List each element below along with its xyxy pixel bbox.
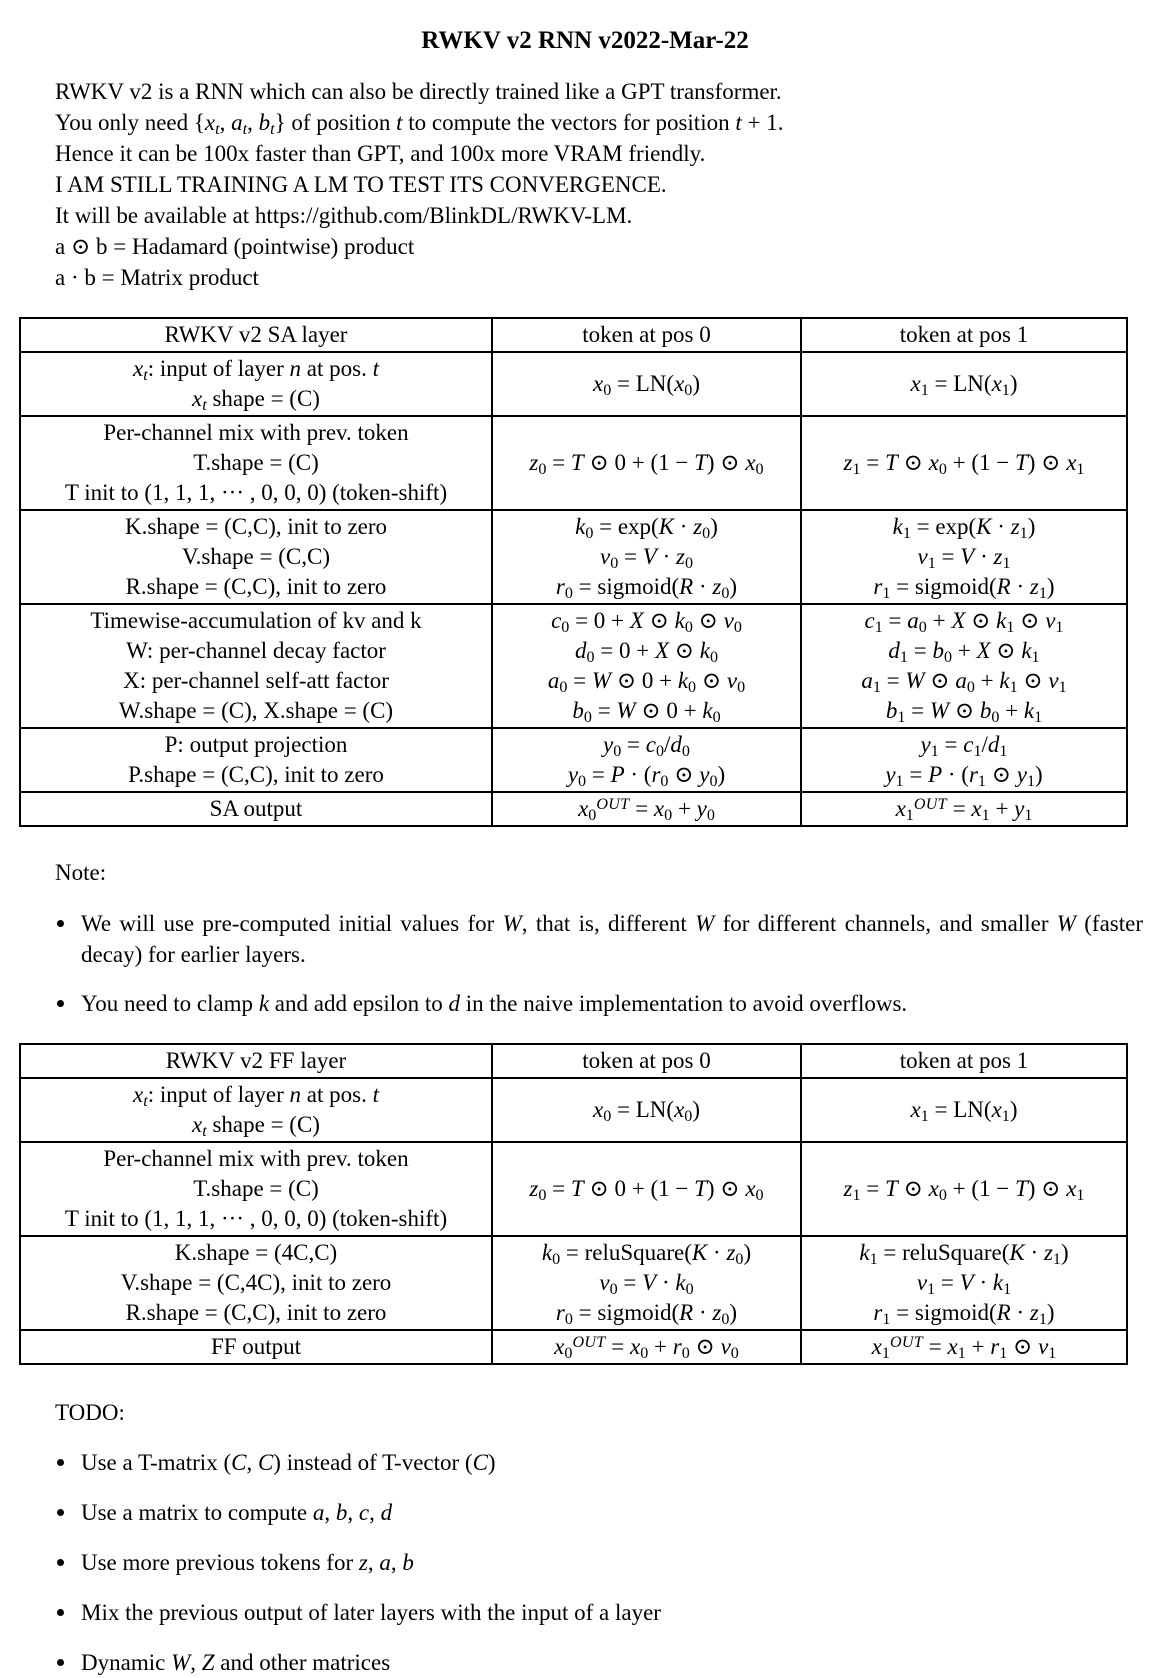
- formula-line: $x_0^{OUT} = x_0 + r_0$ ⊙ $v_0$: [554, 1333, 739, 1362]
- formula-line: $x_0 = LN(x_0)$: [593, 1097, 700, 1125]
- formula-cell-pos1: [801, 604, 1127, 728]
- formula-cell-pos1: [801, 792, 1127, 826]
- formula-cell-pos1: [801, 728, 1127, 792]
- desc-line: R.shape = (C,C), init to zero: [125, 1300, 387, 1325]
- intro-line-3: Hence it can be 100x faster than GPT, and 100x more VRAM friendly.: [55, 141, 706, 166]
- ff-header-row: [20, 1044, 1127, 1078]
- formula-line: $v_0 = V \cdot k_0$: [599, 1270, 694, 1298]
- sa-row-projection: [20, 728, 1127, 792]
- todo-bullet: [57, 1497, 1170, 1528]
- formula-line: $x_0 = LN(x_0)$: [593, 371, 700, 399]
- desc-line: T init to (1, 1, 1, ··· , 0, 0, 0) (token-shift): [64, 480, 448, 505]
- note-bullet: [57, 988, 1170, 1019]
- formula-cell-pos0: [492, 416, 801, 510]
- desc-cell: [20, 1330, 492, 1364]
- bullet-icon: [57, 1459, 64, 1466]
- formula-line: $x_1^{OUT} = x_1 + y_1$: [895, 795, 1033, 824]
- bullet-icon: [57, 1000, 64, 1007]
- formula-line: $z_1 = T$ ⊙ $x_0 + (1 - T)$ ⊙ $x_1$: [843, 1176, 1085, 1204]
- page-title: RWKV v2 RNN v2022-Mar-22: [421, 27, 749, 54]
- todo-bullet-text: Use more previous tokens for z, a, b: [81, 1550, 414, 1575]
- formula-line: $c_1 = a_0 + X$ ⊙ $k_1$ ⊙ $v_1$: [864, 608, 1064, 636]
- desc-cell: [20, 1236, 492, 1330]
- note-bullet: [57, 908, 1170, 970]
- formula-cell-pos0: [492, 1142, 801, 1236]
- desc-line: P: output projection: [164, 732, 348, 757]
- desc-cell: [20, 792, 492, 826]
- desc-line: P.shape = (C,C), init to zero: [128, 762, 384, 787]
- ff-header-pos0-cell: token at pos 0: [492, 1044, 801, 1078]
- sa-table-title-cell: RWKV v2 SA layer: [20, 318, 492, 352]
- bullet-icon: [57, 1659, 64, 1666]
- formula-line: $r_0$ = sigmoid(R · $z_0$): [555, 574, 738, 602]
- note-heading: Note:: [55, 860, 107, 885]
- desc-line: R.shape = (C,C), init to zero: [125, 574, 387, 599]
- sa-row-output: [20, 792, 1127, 826]
- intro-line-7: a · b = Matrix product: [55, 265, 259, 290]
- desc-line: K.shape = (C,C), init to zero: [124, 514, 388, 539]
- todo-bullet-text: Use a matrix to compute a, b, c, d: [81, 1500, 393, 1525]
- formula-line: $z_1 = T$ ⊙ $x_0 + (1 - T)$ ⊙ $x_1$: [843, 450, 1085, 478]
- todo-heading: TODO:: [55, 1400, 125, 1425]
- formula-line: $k_1$ = reluSquare(K · $z_1$): [859, 1240, 1069, 1268]
- desc-cell: [20, 1142, 492, 1236]
- desc-line: Per-channel mix with prev. token: [103, 1146, 409, 1171]
- intro-line-4: I AM STILL TRAINING A LM TO TEST ITS CONVERGENCE.: [55, 172, 667, 197]
- todo-bullet: [57, 1447, 1170, 1478]
- formula-line: $x_0^{OUT} = x_0 + y_0$: [578, 795, 715, 824]
- formula-cell-pos0: [492, 1236, 801, 1330]
- formula-cell-pos1: [801, 1330, 1127, 1364]
- formula-line: $k_1 = \exp(K \cdot z_1)$: [892, 514, 1036, 542]
- formula-line: $y_0 = P \cdot (r_0$ ⊙ $y_0$): [567, 762, 726, 790]
- desc-cell: [20, 510, 492, 604]
- formula-line: $r_1$ = sigmoid(R · $z_1$): [873, 574, 1055, 602]
- desc-line: T init to (1, 1, 1, ··· , 0, 0, 0) (token-shift): [64, 1206, 448, 1231]
- formula-line: $d_0 = 0 + X$ ⊙ $k_0$: [574, 638, 719, 666]
- desc-line: $x_t$ shape = (C): [192, 1112, 320, 1140]
- todo-bullet-text: Dynamic W, Z and other matrices: [81, 1650, 391, 1675]
- formula-cell-pos0: [492, 352, 801, 416]
- todo-bullet: [57, 1597, 1170, 1628]
- todo-bullet: [57, 1647, 1170, 1678]
- bullet-icon: [57, 920, 64, 927]
- formula-line: $a_1 = W$ ⊙ $a_0 + k_1$ ⊙ $v_1$: [861, 668, 1067, 696]
- formula-line: $d_1 = b_0 + X$ ⊙ $k_1$: [888, 638, 1040, 666]
- formula-line: $y_0 = c_0/d_0$: [603, 732, 690, 760]
- desc-line: V.shape = (C,C): [182, 544, 330, 569]
- ff-row-kvr: [20, 1236, 1127, 1330]
- todo-bullet: [57, 1547, 1170, 1578]
- sa-row-input: [20, 352, 1127, 416]
- formula-line: $x_1 = LN(x_1)$: [910, 1097, 1018, 1125]
- desc-cell: [20, 352, 492, 416]
- todo-bullet-text: Use a T-matrix (C, C) instead of T-vector (C): [81, 1450, 496, 1475]
- formula-line: $r_0$ = sigmoid(R · $z_0$): [555, 1300, 738, 1328]
- desc-line: Per-channel mix with prev. token: [103, 420, 409, 445]
- formula-cell-pos0: [492, 728, 801, 792]
- desc-line: FF output: [210, 1334, 302, 1359]
- desc-line: SA output: [209, 796, 303, 821]
- desc-line: W.shape = (C), X.shape = (C): [118, 698, 394, 723]
- formula-cell-pos0: [492, 1330, 801, 1364]
- formula-line: $b_0 = W$ ⊙ $0 + k_0$: [572, 698, 721, 726]
- formula-line: $k_0 = \exp(K \cdot z_0)$: [575, 514, 718, 542]
- desc-cell: [20, 604, 492, 728]
- formula-cell-pos0: [492, 1078, 801, 1142]
- formula-line: $x_1 = LN(x_1)$: [910, 371, 1018, 399]
- sa-header-row: [20, 318, 1127, 352]
- ff-header-pos1-cell: token at pos 1: [801, 1044, 1127, 1078]
- desc-cell: [20, 1078, 492, 1142]
- formula-line: $a_0 = W$ ⊙ $0 + k_0$ ⊙ $v_0$: [547, 668, 746, 696]
- formula-line: $b_1 = W$ ⊙ $b_0 + k_1$: [885, 698, 1043, 726]
- sa-header-pos1-cell: token at pos 1: [801, 318, 1127, 352]
- intro-line-5-repo-url: It will be available at https://github.com/BlinkDL/RWKV-LM.: [55, 203, 633, 228]
- intro-line-6: a ⊙ b = Hadamard (pointwise) product: [55, 234, 415, 259]
- sa-header-pos0-cell: token at pos 0: [492, 318, 801, 352]
- formula-line: $y_1 = c_1/d_1$: [920, 732, 1008, 760]
- formula-line: $v_1 = V \cdot z_1$: [917, 544, 1011, 572]
- sa-row-token-mix: [20, 416, 1127, 510]
- formula-line: $r_1$ = sigmoid(R · $z_1$): [873, 1300, 1055, 1328]
- formula-cell-pos0: [492, 604, 801, 728]
- desc-line: T.shape = (C): [193, 1176, 319, 1201]
- formula-line: $k_0$ = reluSquare(K · $z_0$): [541, 1240, 752, 1268]
- sa-row-accumulation: [20, 604, 1127, 728]
- formula-cell-pos1: [801, 1236, 1127, 1330]
- desc-line: T.shape = (C): [193, 450, 319, 475]
- ff-row-token-mix: [20, 1142, 1127, 1236]
- sa-row-kvr: [20, 510, 1127, 604]
- formula-cell-pos1: [801, 416, 1127, 510]
- formula-line: $z_0 = T$ ⊙ 0 + (1 − T) ⊙ $x_0$: [529, 1176, 764, 1204]
- ff-layer-table: [19, 1043, 1128, 1365]
- formula-cell-pos0: [492, 510, 801, 604]
- note-bullet-text: You need to clamp k and add epsilon to d in the naive implementation to avoid overflows.: [81, 991, 908, 1016]
- formula-line: $v_0 = V \cdot z_0$: [600, 544, 693, 572]
- intro-paragraph: [55, 76, 1170, 293]
- ff-row-output: [20, 1330, 1127, 1364]
- formula-cell-pos1: [801, 1078, 1127, 1142]
- formula-line: $c_0 = 0 + X$ ⊙ $k_0$ ⊙ $v_0$: [551, 608, 742, 636]
- formula-cell-pos1: [801, 352, 1127, 416]
- formula-line: $y_1 = P \cdot (r_1$ ⊙ $y_1$): [885, 762, 1043, 790]
- desc-line: $x_t$: input of layer n at pos. t: [133, 356, 379, 384]
- todo-bullet-text: Mix the previous output of later layers with the input of a layer: [81, 1600, 661, 1625]
- ff-table-title-cell: RWKV v2 FF layer: [20, 1044, 492, 1078]
- bullet-icon: [57, 1609, 64, 1616]
- desc-line: Timewise-accumulation of kv and k: [90, 608, 422, 633]
- intro-line-2: You only need {$x_t$, $a_t$, $b_t$} of position t to compute the vectors for position t + 1.: [55, 110, 784, 138]
- formula-line: $x_1^{OUT} = x_1 + r_1$ ⊙ $v_1$: [871, 1333, 1057, 1362]
- formula-cell-pos0: [492, 792, 801, 826]
- formula-cell-pos1: [801, 1142, 1127, 1236]
- formula-line: $v_1 = V \cdot k_1$: [916, 1270, 1012, 1298]
- desc-line: K.shape = (4C,C): [174, 1240, 338, 1265]
- bullet-icon: [57, 1509, 64, 1516]
- desc-line: V.shape = (C,4C), init to zero: [120, 1270, 392, 1295]
- sa-layer-table: [19, 317, 1128, 827]
- desc-cell: [20, 416, 492, 510]
- desc-line: $x_t$: input of layer n at pos. t: [133, 1082, 379, 1110]
- formula-line: $z_0 = T$ ⊙ 0 + (1 − T) ⊙ $x_0$: [529, 450, 764, 478]
- bullet-icon: [57, 1559, 64, 1566]
- intro-line-1: RWKV v2 is a RNN which can also be directly trained like a GPT transformer.: [55, 79, 782, 104]
- ff-row-input: [20, 1078, 1127, 1142]
- note-bullet-text: We will use pre-computed initial values for W, that is, different W for different channels, and smaller W (faster decay) for earlier layers.: [81, 911, 1144, 967]
- desc-line: W: per-channel decay factor: [126, 638, 386, 663]
- desc-line: $x_t$ shape = (C): [192, 386, 320, 414]
- desc-line: X: per-channel self-att factor: [123, 668, 389, 693]
- formula-cell-pos1: [801, 510, 1127, 604]
- desc-cell: [20, 728, 492, 792]
